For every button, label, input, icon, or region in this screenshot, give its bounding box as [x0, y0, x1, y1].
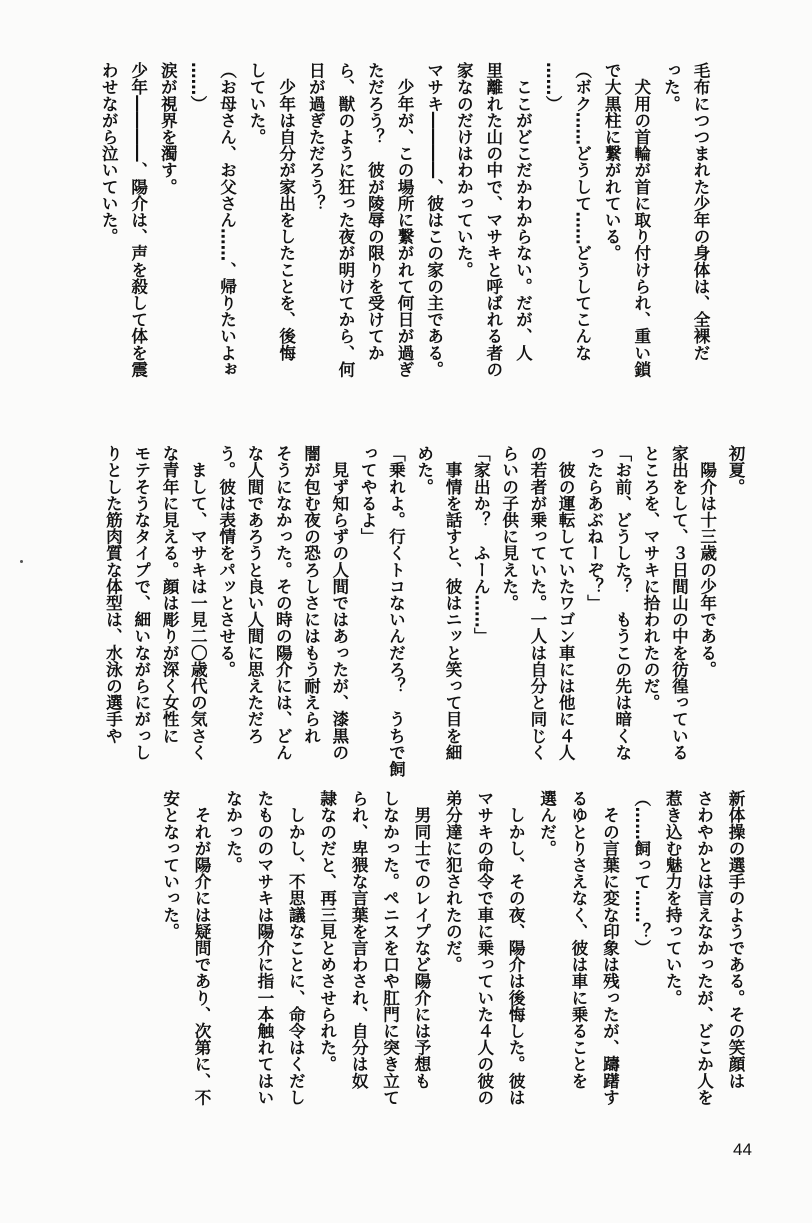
text-line: マサキの命令で車に乗っていた４人の彼の	[474, 790, 494, 1106]
text-block-middle	[98, 445, 749, 777]
page-number: 44	[733, 1140, 752, 1159]
text-line: 犬用の首輪が首に取り付けられ、重い鎖	[631, 62, 651, 378]
text-line: 「お前、どうした？ もうこの先は暗くな	[612, 445, 632, 761]
text-line: モテそうなタイプで、細いながらにがっし	[131, 445, 151, 761]
text-line: ったらあぶねーぞ？」	[584, 445, 604, 611]
scan-speck	[20, 560, 23, 563]
text-line: 初夏。	[726, 445, 745, 495]
text-line: （お母さん、お父さん……、帰りたいよぉ	[217, 62, 237, 378]
text-line: で大黒柱に繋がれている。	[602, 62, 622, 262]
text-line: らいの子供に見えた。	[499, 445, 519, 611]
text-line: それが陽介には疑問であり、次第に、不	[192, 790, 212, 1106]
text-line: 少年――――、陽介は、声を殺して体を震	[128, 62, 148, 378]
text-line: ってやるよ」	[358, 445, 378, 545]
text-line: そうになかった。その時の陽介には、どん	[273, 445, 293, 761]
text-line: りとした筋肉質な体型は、水泳の選手や	[103, 445, 123, 744]
text-line: ……）	[543, 62, 563, 112]
text-line: な人間であろうと良い人間に思えただろ	[244, 445, 264, 744]
text-line: ここがどこだかわからない。だが、人	[513, 62, 533, 361]
text-line: 毛布につつまれた少年の身体は、全裸だ	[691, 62, 710, 361]
text-line: 少年は自分が家出をしたことを、後悔	[276, 62, 296, 361]
text-line: 新体操の選手のようである。その笑顔は	[726, 790, 745, 1089]
text-line: 家出をして、３日間山の中を彷徨っている	[669, 445, 689, 761]
text-line: 安となっていった。	[160, 790, 180, 940]
text-line: 男同士でのレイプなど陽介には予想も	[411, 790, 431, 1089]
text-block-lower	[154, 790, 751, 1105]
text-line: られ、卑猥な言葉を言わされ、自分は奴	[349, 790, 369, 1089]
text-line: （ボク……どうして……どうしてこんな	[572, 62, 592, 361]
text-line: 涙が視界を濁す。	[158, 62, 178, 195]
text-line: 「家出か？ ふーん……」	[471, 445, 491, 645]
text-line: ……）	[187, 62, 207, 112]
text-line: しかし、不思議なことに、命令はくだし	[286, 790, 306, 1106]
text-block-upper	[94, 62, 715, 377]
text-line: なかった。	[223, 790, 243, 873]
text-line: ただろう？ 彼が陵辱の限りを受けてか	[365, 62, 385, 361]
text-line: 陽介は十三歳の少年である。	[697, 445, 717, 678]
text-line: さわやかとは言えなかったが、どこか人を	[694, 790, 714, 1106]
text-line: 里離れた山の中で、マサキと呼ばれる者の	[483, 62, 503, 378]
text-line: たもののマサキは陽介に指一本触れてはい	[254, 790, 274, 1106]
text-line: 少年が、この場所に繋がれて何日が過ぎ	[395, 62, 415, 378]
text-line: 弟分達に犯されたのだ。	[443, 790, 463, 973]
text-line: まして、マサキは一見二〇歳代の気さく	[188, 445, 208, 761]
text-line: しなかった。ペニスを口や肛門に突き立て	[380, 790, 400, 1106]
text-line: 「乗れよ。行くトコないんだろ？ うちで飼	[386, 445, 406, 777]
text-line: 闇が包む夜の恐ろしさにはもう耐えられ	[301, 445, 321, 744]
text-line: な青年に見える。顔は彫りが深く女性に	[160, 445, 180, 744]
text-line: していた。	[247, 62, 267, 145]
text-line: 見ず知らずの人間ではあったが、漆黒の	[329, 445, 349, 761]
text-line: 惹き込む魅力を持っていた。	[663, 790, 683, 1006]
text-line: るゆとりさえなく、彼は車に乗ることを	[568, 790, 588, 1089]
text-line: その言葉に変な印象は残ったが、躊躇す	[600, 790, 620, 1106]
text-line: う。彼は表情をパッとさせる。	[216, 445, 236, 678]
text-line: 日が過ぎただろう？	[306, 62, 326, 212]
text-line: 隷なのだと、再三見とめさせられた。	[317, 790, 337, 1073]
text-line: 彼の運転していたワゴン車には他に４人	[556, 445, 576, 761]
text-line: わせながら泣いていた。	[99, 62, 119, 245]
text-line: った。	[661, 62, 681, 112]
text-line: の若者が乗っていた。一人は自分と同じく	[527, 445, 547, 761]
text-line: 選んだ。	[537, 790, 557, 857]
text-line: 事情を話すと、彼はニッと笑って目を細	[443, 445, 463, 761]
text-line: 家なのだけはわかっていた。	[454, 62, 474, 278]
text-line: ところを、マサキに拾われたのだ。	[641, 445, 661, 711]
text-line: めた。	[414, 445, 434, 495]
text-line: マサキ――――、彼はこの家の主である。	[424, 62, 444, 378]
text-line: ら、獣のように狂った夜が明けてから、何	[335, 62, 355, 378]
text-line: しかし、その夜、陽介は後悔した。彼は	[506, 790, 526, 1106]
text-line: （……飼って……？）	[631, 790, 651, 956]
